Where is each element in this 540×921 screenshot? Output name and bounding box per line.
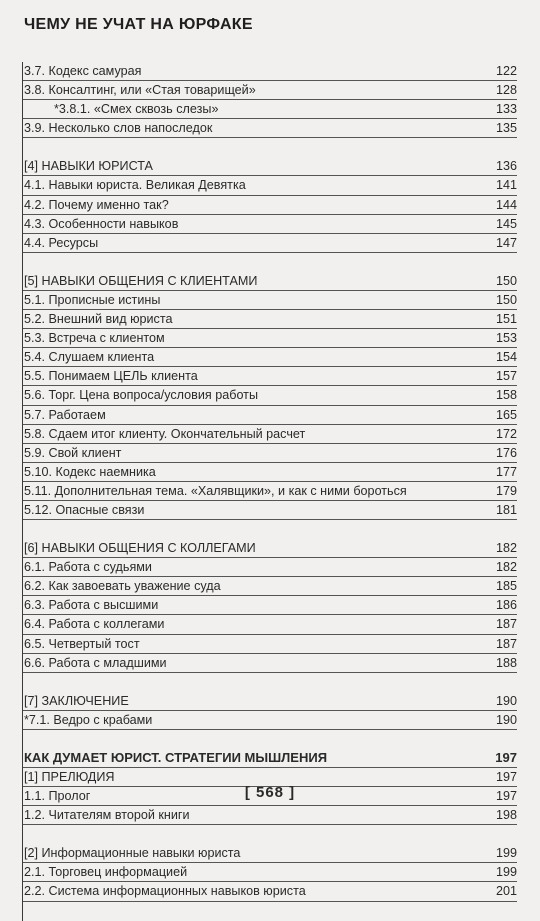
toc-entry-label: 1.1. Пролог — [24, 789, 91, 804]
toc-entry-page: 190 — [495, 712, 517, 727]
toc-entry — [23, 444, 517, 463]
toc-entry — [23, 234, 517, 253]
toc-entry-label: 4.2. Почему именно так? — [24, 197, 169, 212]
toc-entry-page: 144 — [495, 197, 517, 212]
toc-entry — [23, 329, 517, 348]
toc-entry-page: 128 — [495, 83, 517, 98]
toc-entry-label: 5.3. Встреча с клиентом — [24, 331, 165, 346]
toc-entry — [23, 272, 517, 291]
toc-entry-label: 6.1. Работа с судьями — [24, 560, 152, 575]
toc-entry — [23, 100, 517, 119]
toc-entry-label: 1.2. Читателям второй книги — [24, 808, 190, 823]
toc-entry-label: 5.8. Сдаем итог клиенту. Окончательный расчет — [24, 426, 306, 441]
toc-entry-page: 172 — [495, 426, 517, 441]
toc-entry — [23, 577, 517, 596]
toc-entry-page: 135 — [495, 121, 517, 136]
toc-entry-label: 5.9. Свой клиент — [24, 445, 122, 460]
toc-entry — [23, 863, 517, 882]
toc-entry — [23, 62, 517, 81]
toc-entry-page: 176 — [495, 445, 517, 460]
toc-entry-label: 6.2. Как завоевать уважение суда — [24, 579, 221, 594]
toc-entry-page: 136 — [495, 159, 517, 174]
toc-entry-page: 179 — [495, 483, 517, 498]
toc-entry-page: 199 — [495, 865, 517, 880]
toc-entry — [23, 176, 517, 195]
toc-section — [23, 272, 517, 520]
toc-entry — [23, 558, 517, 577]
toc-entry — [23, 119, 517, 138]
toc-entry-page: 197 — [495, 770, 517, 784]
toc-entry-page: 199 — [495, 846, 517, 861]
toc-entry — [23, 425, 517, 444]
toc-entry-page: 141 — [495, 178, 517, 193]
toc-entry-page: 186 — [495, 598, 517, 613]
toc-entry-label: 6.4. Работа с коллегами — [24, 617, 165, 632]
toc-entry-page: 151 — [495, 312, 517, 327]
toc-entry — [23, 482, 517, 501]
toc-entry-label: 5.5. Понимаем ЦЕЛЬ клиента — [24, 369, 198, 384]
toc-entry-label: 2.2. Система информационных навыков юриста — [24, 884, 306, 899]
toc-entry-label: 5.6. Торг. Цена вопроса/условия работы — [24, 388, 258, 403]
toc-entry — [23, 291, 517, 310]
toc-entry-page: 201 — [495, 884, 517, 899]
toc-entry-label: 5.4. Слушаем клиента — [24, 350, 155, 365]
toc-entry — [23, 406, 517, 425]
toc-entry-page: 198 — [495, 808, 517, 823]
toc-entry-label: 5.7. Работаем — [24, 407, 106, 422]
toc-section — [23, 157, 517, 252]
toc-entry-label: 2.1. Торговец информацией — [24, 865, 188, 880]
toc-entry-label: 5.10. Кодекс наемника — [24, 464, 156, 479]
toc-entry-label: 3.8. Консалтинг, или «Стая товарищей» — [24, 83, 256, 98]
toc-entry — [23, 81, 517, 100]
toc-entry-page: 157 — [495, 369, 517, 384]
toc-entry-label: [6] НАВЫКИ ОБЩЕНИЯ С КОЛЛЕГАМИ — [24, 541, 256, 556]
toc-entry-page: 153 — [495, 331, 517, 346]
toc-entry-page: 182 — [495, 541, 517, 556]
toc-entry-page: 197 — [495, 789, 517, 804]
toc-entry — [23, 539, 517, 558]
toc-entry-page: 177 — [495, 464, 517, 479]
toc-entry-label: 3.9. Несколько слов напоследок — [24, 121, 213, 136]
toc-entry-label: 6.6. Работа с младшими — [24, 655, 167, 670]
toc-entry-page: 122 — [495, 64, 517, 78]
toc-section — [23, 539, 517, 673]
toc-entry-label: 6.3. Работа с высшими — [24, 598, 159, 613]
toc-entry-page: 145 — [495, 216, 517, 231]
toc-entry — [23, 596, 517, 615]
toc-entry — [23, 844, 517, 863]
toc-entry-label: [4] НАВЫКИ ЮРИСТА — [24, 159, 153, 174]
toc-entry-page: 147 — [495, 235, 517, 250]
toc-entry — [23, 711, 517, 730]
toc-entry-page: 188 — [495, 655, 517, 670]
toc-entry-page: 182 — [495, 560, 517, 575]
page-number: [ 568 ] — [244, 784, 296, 801]
toc-entry — [23, 692, 517, 711]
toc-entry-page: 150 — [495, 292, 517, 307]
toc-entry — [23, 348, 517, 367]
toc-entry-label: 5.12. Опасные связи — [24, 502, 145, 517]
toc-entry-label: [7] ЗАКЛЮЧЕНИЕ — [24, 693, 129, 708]
toc-entry — [23, 386, 517, 405]
toc-entry-page: 181 — [495, 502, 517, 517]
toc-entry-label: *3.8.1. «Смех сквозь слезы» — [54, 102, 219, 117]
toc-entry-page: 165 — [495, 407, 517, 422]
toc-entry — [23, 806, 517, 825]
toc-section — [23, 844, 517, 901]
toc-entry — [23, 882, 517, 901]
toc-entry — [23, 501, 517, 520]
running-header: ЧЕМУ НЕ УЧАТ НА ЮРФАКЕ — [24, 16, 253, 33]
toc-entry-page: 197 — [495, 749, 517, 765]
toc-entry-label: 4.1. Навыки юриста. Великая Девятка — [24, 178, 246, 193]
toc-entry-label: 5.1. Прописные истины — [24, 292, 161, 307]
toc-entry — [23, 654, 517, 673]
toc-entry-page: 190 — [495, 693, 517, 708]
toc-entry-label: 5.2. Внешний вид юриста — [24, 312, 173, 327]
toc-entry-page: 187 — [495, 636, 517, 651]
toc-entry-label: [1] ПРЕЛЮДИЯ — [24, 770, 115, 784]
toc-entry-label: [5] НАВЫКИ ОБЩЕНИЯ С КЛИЕНТАМИ — [24, 273, 258, 288]
toc-entry-label: 3.7. Кодекс самурая — [24, 64, 142, 78]
toc-entry-label: 4.4. Ресурсы — [24, 235, 99, 250]
toc-entry — [23, 310, 517, 329]
toc-entry-page: 154 — [495, 350, 517, 365]
toc-entry-page: 185 — [495, 579, 517, 594]
toc-entry-page: 133 — [495, 102, 517, 117]
toc-entry-label: 4.3. Особенности навыков — [24, 216, 179, 231]
toc-entry — [23, 196, 517, 215]
toc-entry — [23, 463, 517, 482]
toc-entry — [23, 367, 517, 386]
toc-section — [23, 62, 517, 138]
toc-entry-page: 187 — [495, 617, 517, 632]
toc-section — [23, 692, 517, 730]
toc-entry — [23, 157, 517, 176]
toc-entry-label: 6.5. Четвертый тост — [24, 636, 140, 651]
toc-entry-page: 150 — [495, 273, 517, 288]
toc-entry-label: [2] Информационные навыки юриста — [24, 846, 241, 861]
toc-entry-label: КАК ДУМАЕТ ЮРИСТ. СТРАТЕГИИ МЫШЛЕНИЯ — [24, 749, 328, 765]
toc-part-title — [23, 749, 517, 768]
toc-entry — [23, 215, 517, 234]
toc-entry-page: 158 — [495, 388, 517, 403]
toc-entry-label: 5.11. Дополнительная тема. «Халявщики», и как с ними бороться — [24, 483, 407, 498]
toc-entry-label: *7.1. Ведро с крабами — [24, 712, 153, 727]
toc-entry — [23, 615, 517, 634]
toc-entry — [23, 635, 517, 654]
